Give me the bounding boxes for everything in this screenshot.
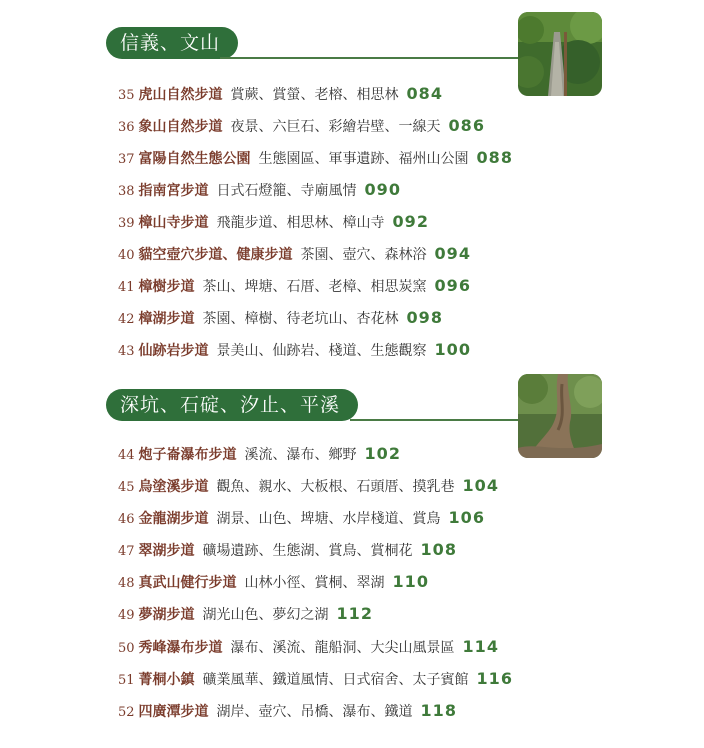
page-number: 084: [406, 84, 443, 103]
list-item[interactable]: 41 樟樹步道 茶山、埤塘、石厝、老樟、相思炭窯 096: [118, 276, 471, 295]
list-item[interactable]: 35 虎山自然步道 賞蕨、賞螢、老榕、相思林 084: [118, 84, 443, 103]
trail-name: 樟樹步道: [138, 279, 195, 295]
trail-name: 真武山健行步道: [138, 575, 237, 591]
list-item[interactable]: 51 菁桐小鎮 礦業風華、鐵道風情、日式宿舍、太子賓館 116: [118, 669, 513, 688]
trail-name: 夢湖步道: [138, 607, 195, 623]
trail-features: 湖景、山色、埤塘、水岸棧道、賞鳥: [216, 511, 441, 527]
trail-features: 飛龍步道、相思林、樟山寺: [216, 215, 385, 231]
page-number: 116: [476, 669, 513, 688]
trail-features: 瀑布、溪流、龍船洞、大尖山風景區: [230, 640, 455, 656]
trail-name: 指南宮步道: [138, 183, 209, 199]
page-number: 096: [434, 276, 471, 295]
trail-features: 礦場遺跡、生態湖、賞鳥、賞桐花: [202, 543, 413, 559]
trail-features: 茶園、樟樹、待老坑山、杏花林: [202, 311, 399, 327]
trail-name: 樟山寺步道: [138, 215, 209, 231]
trail-name: 富陽自然生態公園: [138, 151, 251, 167]
list-item[interactable]: 38 指南宮步道 日式石燈籠、寺廟風情 090: [118, 180, 401, 199]
list-item[interactable]: 49 夢湖步道 湖光山色、夢幻之湖 112: [118, 604, 373, 623]
trail-features: 湖光山色、夢幻之湖: [202, 607, 329, 623]
trail-name: 象山自然步道: [138, 119, 223, 135]
page-number: 092: [392, 212, 429, 231]
list-item[interactable]: 45 烏塗溪步道 觀魚、親水、大板根、石頭厝、摸乳巷 104: [118, 476, 499, 495]
trail-photo: [518, 374, 602, 458]
page-number: 104: [462, 476, 499, 495]
page-number: 094: [434, 244, 471, 263]
section-xinyi-wenshan: [0, 0, 704, 370]
list-item[interactable]: 40 貓空壺穴步道、健康步道 茶園、壺穴、森林浴 094: [118, 244, 471, 263]
trail-features: 山林小徑、賞桐、翠湖: [244, 575, 385, 591]
list-item[interactable]: 37 富陽自然生態公園 生態園區、軍事遺跡、福州山公園 088: [118, 148, 513, 167]
trail-name: 菁桐小鎮: [138, 672, 195, 688]
page-number: 118: [420, 701, 457, 720]
trail-features: 景美山、仙跡岩、棧道、生態觀察: [216, 343, 427, 359]
list-item[interactable]: 39 樟山寺步道 飛龍步道、相思林、樟山寺 092: [118, 212, 429, 231]
trail-photo: [518, 12, 602, 96]
list-item[interactable]: 44 炮子崙瀑布步道 溪流、瀑布、鄉野 102: [118, 444, 401, 463]
trail-features: 礦業風華、鐵道風情、日式宿舍、太子賓館: [202, 672, 469, 688]
trail-features: 生態園區、軍事遺跡、福州山公園: [258, 151, 469, 167]
list-item[interactable]: 47 翠湖步道 礦場遺跡、生態湖、賞鳥、賞桐花 108: [118, 540, 457, 559]
page-number: 110: [392, 572, 429, 591]
trail-name: 秀峰瀑布步道: [138, 640, 223, 656]
page-number: 112: [336, 604, 373, 623]
trail-name: 虎山自然步道: [138, 87, 223, 103]
section-heading: 深坑、石碇、汐止、平溪: [106, 389, 358, 421]
trail-features: 湖岸、壺穴、吊橋、瀑布、鐵道: [216, 704, 413, 720]
section-shenkeng-shiding-xizhi-pingxi: [0, 370, 704, 748]
trail-features: 賞蕨、賞螢、老榕、相思林: [230, 87, 399, 103]
trail-name: 金龍湖步道: [138, 511, 209, 527]
trail-features: 茶山、埤塘、石厝、老樟、相思炭窯: [202, 279, 427, 295]
page-number: 100: [434, 340, 471, 359]
trail-features: 茶園、壺穴、森林浴: [300, 247, 427, 263]
trail-name: 樟湖步道: [138, 311, 195, 327]
trail-name: 烏塗溪步道: [138, 479, 209, 495]
list-item[interactable]: 36 象山自然步道 夜景、六巨石、彩繪岩壁、一線天 086: [118, 116, 485, 135]
list-item[interactable]: 52 四廣潭步道 湖岸、壺穴、吊橋、瀑布、鐵道 118: [118, 701, 457, 720]
page-number: 106: [448, 508, 485, 527]
trail-features: 日式石燈籠、寺廟風情: [216, 183, 357, 199]
trail-name: 炮子崙瀑布步道: [138, 447, 237, 463]
trail-name: 貓空壺穴步道、健康步道: [138, 247, 293, 263]
page-number: 114: [462, 637, 499, 656]
trail-name: 仙跡岩步道: [138, 343, 209, 359]
page-number: 108: [420, 540, 457, 559]
page-number: 102: [364, 444, 401, 463]
list-item[interactable]: 43 仙跡岩步道 景美山、仙跡岩、棧道、生態觀察 100: [118, 340, 471, 359]
trail-name: 四廣潭步道: [138, 704, 209, 720]
list-item[interactable]: 48 真武山健行步道 山林小徑、賞桐、翠湖 110: [118, 572, 429, 591]
list-item[interactable]: 50 秀峰瀑布步道 瀑布、溪流、龍船洞、大尖山風景區 114: [118, 637, 499, 656]
list-item[interactable]: 42 樟湖步道 茶園、樟樹、待老坑山、杏花林 098: [118, 308, 443, 327]
section-heading: 信義、文山: [106, 27, 238, 59]
page-number: 090: [364, 180, 401, 199]
page-number: 098: [406, 308, 443, 327]
trail-features: 觀魚、親水、大板根、石頭厝、摸乳巷: [216, 479, 455, 495]
list-item[interactable]: 46 金龍湖步道 湖景、山色、埤塘、水岸棧道、賞鳥 106: [118, 508, 485, 527]
trail-features: 溪流、瀑布、鄉野: [244, 447, 357, 463]
page-number: 086: [448, 116, 485, 135]
trail-name: 翠湖步道: [138, 543, 195, 559]
page-number: 088: [476, 148, 513, 167]
trail-features: 夜景、六巨石、彩繪岩壁、一線天: [230, 119, 441, 135]
